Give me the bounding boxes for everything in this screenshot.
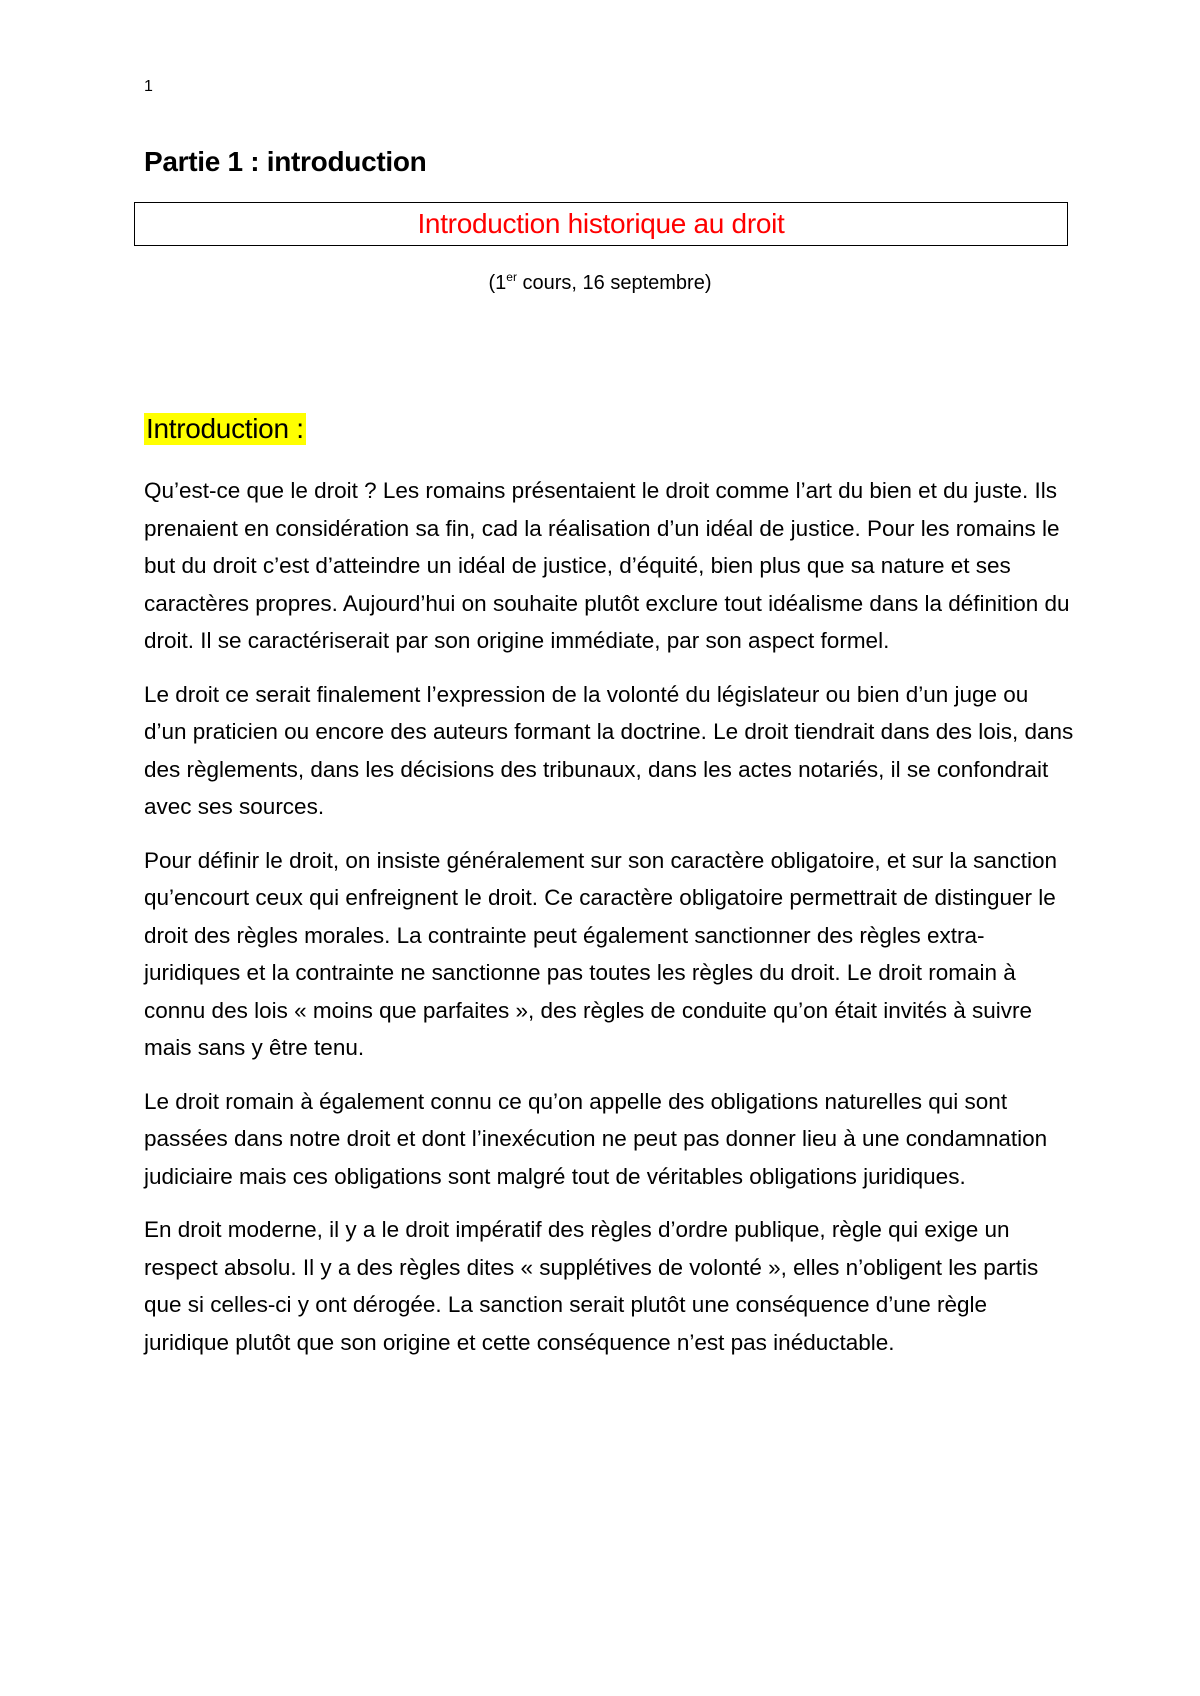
- paragraph: Le droit ce serait finalement l’expression de la volonté du législateur ou bien d’un juge ou d’un praticien ou encore des auteurs formant la doctrine. Le droit tiendrait dans des lois, dans des règlements, dans les décisions des tribunaux, dans les actes notariés, il se confondrait avec ses sources.: [144, 681, 1074, 819]
- section-heading: Introduction :: [146, 413, 304, 444]
- paragraph: Le droit romain à également connu ce qu’on appelle des obligations naturelles qui sont passées dans notre droit et dont l’inexécution ne peut pas donner lieu à une condamnation judiciaire mais ces obligations sont malgré tout de véritables obligations juridiques.: [144, 1088, 1048, 1189]
- subtitle-superscript: er: [506, 270, 517, 284]
- course-date-subtitle: [0, 270, 1200, 295]
- part-title: Partie 1 : introduction: [144, 146, 427, 177]
- title-box: [134, 202, 1068, 246]
- subtitle-prefix: (1: [488, 272, 507, 294]
- paragraph: En droit moderne, il y a le droit impératif des règles d’ordre publique, règle qui exige un respect absolu. Il y a des règles dites « supplétives de volonté », elles n’obligent les partis que si celles-ci y ont dérogée. La sanction serait plutôt une conséquence d’une règle juridique plutôt que son origine et cette conséquence n’est pas inéductable.: [144, 1217, 1039, 1355]
- page-number: 1: [144, 78, 153, 95]
- document-title: Introduction historique au droit: [417, 208, 785, 239]
- paragraph: Pour définir le droit, on insiste généralement sur son caractère obligatoire, et sur la sanction qu’encourt ceux qui enfreignent le droit. Ce caractère obligatoire permettrait de distinguer le droit des règles morales. La contrainte peut également sanctionner des règles extra-juridiques et la contrainte ne sanctionne pas toutes les règles du droit. Le droit romain à connu des lois « moins que parfaites », des règles de conduite qu’on était invités à suivre mais sans y être tenu.: [144, 847, 1057, 1060]
- subtitle-suffix: cours, 16 septembre): [516, 272, 712, 294]
- body-text: [144, 472, 1074, 1377]
- paragraph: Qu’est-ce que le droit ? Les romains présentaient le droit comme l’art du bien et du juste. Ils prenaient en considération sa fin, cad la réalisation d’un idéal de justice. Pour les romains le but du droit c’est d’atteindre un idéal de justice, d’équité, bien plus que sa nature et ses caractères propres. Aujourd’hui on souhaite plutôt exclure tout idéalisme dans la définition du droit. Il se caractériserait par son origine immédiate, par son aspect formel.: [144, 478, 1070, 653]
